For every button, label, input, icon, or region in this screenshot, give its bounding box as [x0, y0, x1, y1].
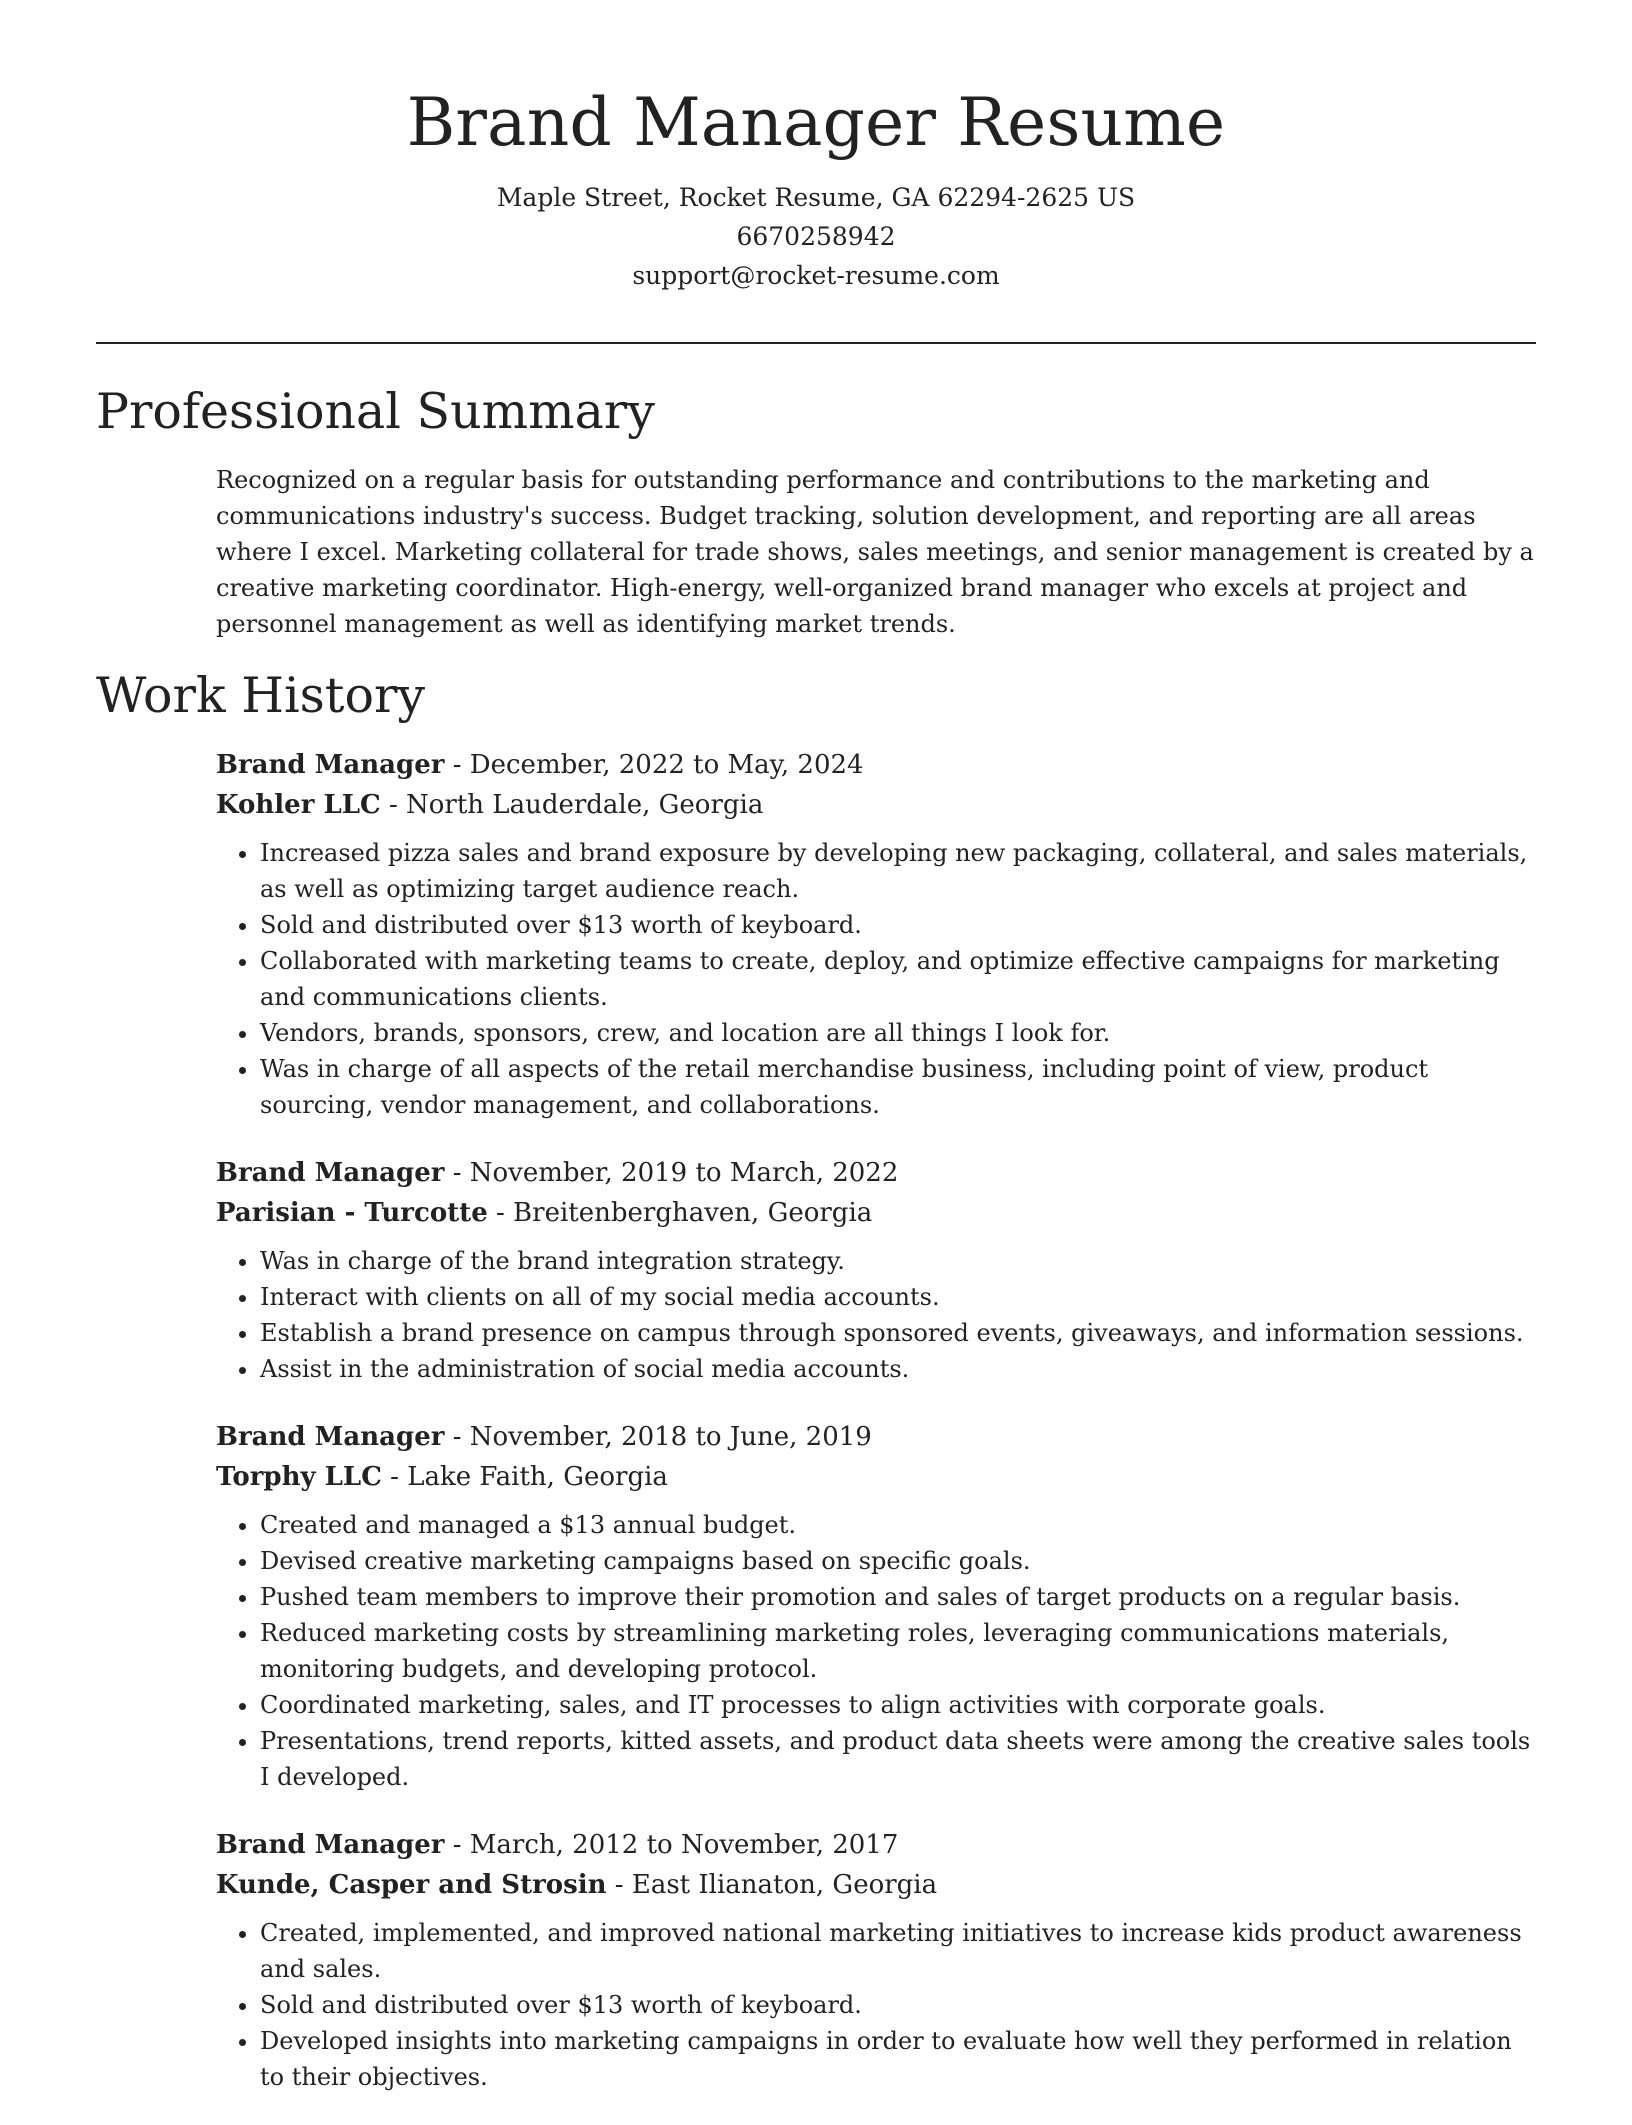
work-history-heading: Work History — [96, 667, 426, 724]
job-location: - East Ilianaton, Georgia — [606, 1870, 938, 1900]
job-company: Kunde, Casper and Strosin — [216, 1870, 607, 1900]
job-bullet: • Vendors, brands, sponsors, crew, and location are all things I look for. — [260, 1015, 1541, 1051]
job-bullet: • Collaborated with marketing teams to create, deploy, and optimize effective campaigns for marketing and communications clients. — [260, 943, 1541, 1015]
job-bullet: • Presentations, trend reports, kitted assets, and product data sheets were among the creative sales tools I developed. — [260, 1723, 1541, 1795]
job-location: - North Lauderdale, Georgia — [380, 790, 764, 820]
job-title-line — [216, 1153, 1541, 1193]
job-company: Kohler LLC — [216, 790, 381, 820]
job-title-line — [216, 1825, 1541, 1865]
job-bullet: • Pushed team members to improve their promotion and sales of target products on a regular basis. — [260, 1579, 1541, 1615]
job-bullet: • Reduced marketing costs by streamlining marketing roles, leveraging communications materials, monitoring budgets, and developing protocol. — [260, 1615, 1541, 1687]
job-bullet: • Was in charge of all aspects of the retail merchandise business, including point of view, product sourcing, vendor management, and collaborations. — [260, 1051, 1541, 1123]
job-bullet-list — [216, 1507, 1541, 1795]
job-title: Brand Manager — [216, 1158, 445, 1188]
job-dates: - November, 2019 to March, 2022 — [444, 1158, 899, 1188]
job-bullet: • Created and managed a $13 annual budget. — [260, 1507, 1541, 1543]
job-bullet-list — [216, 1243, 1541, 1387]
job-title: Brand Manager — [216, 750, 445, 780]
job-entry — [216, 1825, 1541, 2095]
job-dates: - December, 2022 to May, 2024 — [444, 750, 864, 780]
job-title-line — [216, 745, 1541, 785]
job-bullet: • Sold and distributed over $13 worth of keyboard. — [260, 1987, 1541, 2023]
job-bullet: • Increased pizza sales and brand exposure by developing new packaging, collateral, and sales materials, as well as optimizing target audience reach. — [260, 835, 1541, 907]
job-dates: - March, 2012 to November, 2017 — [444, 1830, 899, 1860]
job-title-line — [216, 1417, 1541, 1457]
job-dates: - November, 2018 to June, 2019 — [444, 1422, 872, 1452]
contact-info — [96, 178, 1536, 295]
job-bullet: • Devised creative marketing campaigns based on specific goals. — [260, 1543, 1541, 1579]
job-entry — [216, 745, 1541, 1123]
resume-title: Brand Manager Resume — [406, 84, 1226, 161]
job-company: Torphy LLC — [216, 1462, 382, 1492]
job-company-line — [216, 785, 1541, 825]
summary-heading: Professional Summary — [96, 383, 655, 440]
job-title: Brand Manager — [216, 1830, 445, 1860]
work-history-list — [216, 745, 1541, 2125]
job-bullet: • Sold and distributed over $13 worth of keyboard. — [260, 907, 1541, 943]
job-entry — [216, 1417, 1541, 1795]
job-company-line — [216, 1865, 1541, 1905]
job-bullet-list — [216, 835, 1541, 1123]
job-company: Parisian - Turcotte — [216, 1198, 488, 1228]
job-bullet: • Interact with clients on all of my social media accounts. — [260, 1279, 1541, 1315]
job-bullet: • Created, implemented, and improved national marketing initiatives to increase kids product awareness and sales. — [260, 1915, 1541, 1987]
job-bullet: • Assist in the administration of social media accounts. — [260, 1351, 1541, 1387]
contact-email: support@rocket-resume.com — [632, 261, 1000, 290]
job-location: - Breitenberghaven, Georgia — [487, 1198, 873, 1228]
job-company-line — [216, 1457, 1541, 1497]
job-bullet: • Was in charge of the brand integration strategy. — [260, 1243, 1541, 1279]
summary-text: Recognized on a regular basis for outstanding performance and contributions to the marketing and communications industry's success. Budget tracking, solution development, and reporting are all areas where I excel. Marketing collateral for trade shows, sales meetings, and senior management is created by a creative marketing coordinator. High-energy, well-organized brand manager who excels at project and personnel management as well as identifying market trends. — [216, 466, 1534, 638]
job-location: - Lake Faith, Georgia — [381, 1462, 668, 1492]
resume-header — [96, 78, 1536, 295]
job-title: Brand Manager — [216, 1422, 445, 1452]
job-company-line — [216, 1193, 1541, 1233]
job-bullet: • Establish a brand presence on campus through sponsored events, giveaways, and information sessions. — [260, 1315, 1541, 1351]
job-entry — [216, 1153, 1541, 1387]
job-bullet-list — [216, 1915, 1541, 2095]
job-bullet: • Coordinated marketing, sales, and IT processes to align activities with corporate goals. — [260, 1687, 1541, 1723]
header-divider — [96, 342, 1536, 344]
job-bullet: • Developed insights into marketing campaigns in order to evaluate how well they performed in relation to their objectives. — [260, 2023, 1541, 2095]
contact-phone: 6670258942 — [736, 222, 896, 251]
contact-address: Maple Street, Rocket Resume, GA 62294-2625 US — [496, 183, 1136, 212]
